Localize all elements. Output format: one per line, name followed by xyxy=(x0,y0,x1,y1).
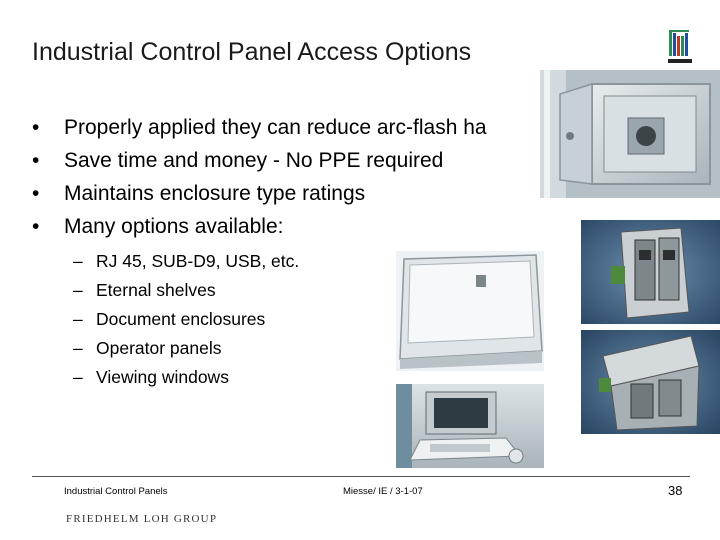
bullet-item xyxy=(32,210,487,243)
bullet-marker: • xyxy=(32,182,40,205)
sub-bullet-text: RJ 45, SUB-D9, USB, etc. xyxy=(96,251,300,271)
sub-bullet-item xyxy=(73,305,299,334)
connector-module-photo xyxy=(581,220,720,324)
bullet-marker: • xyxy=(32,116,40,139)
sub-bullet-text: Document enclosures xyxy=(96,309,266,329)
operator-panel-photo xyxy=(396,384,544,468)
bullet-marker: • xyxy=(32,215,40,238)
bullet-item xyxy=(32,177,487,210)
sub-bullet-text: Viewing windows xyxy=(96,367,229,387)
footer-divider xyxy=(32,476,690,477)
connector-module-angled-photo xyxy=(581,330,720,434)
sub-bullet-marker: – xyxy=(73,338,83,358)
page-number: 38 xyxy=(668,483,683,498)
sub-bullet-marker: – xyxy=(73,309,83,329)
sub-bullet-marker: – xyxy=(73,251,83,271)
sub-bullet-item xyxy=(73,276,299,305)
sub-bullet-text: Eternal shelves xyxy=(96,280,216,300)
bullet-text: Many options available: xyxy=(64,215,284,238)
slide-title: Industrial Control Panel Access Options xyxy=(32,38,472,66)
bullet-text: Maintains enclosure type ratings xyxy=(64,182,366,205)
bullet-marker: • xyxy=(32,149,40,172)
sub-bullet-marker: – xyxy=(73,280,83,300)
sub-bullet-text: Operator panels xyxy=(96,338,222,358)
enclosure-door-photo xyxy=(540,70,720,198)
bullet-item xyxy=(32,111,487,144)
document-enclosure-photo xyxy=(396,251,544,371)
sub-bullet-item xyxy=(73,363,299,392)
bullet-list xyxy=(32,111,487,243)
footer-center-text: Miesse/ IE / 3-1-07 xyxy=(343,486,423,497)
sub-bullet-list xyxy=(73,247,299,392)
company-logo-icon xyxy=(668,28,692,64)
company-name: FRIEDHELM LOH GROUP xyxy=(66,513,218,525)
bullet-text: Save time and money - No PPE required xyxy=(64,149,444,172)
bullet-text: Properly applied they can reduce arc-flash ha xyxy=(64,116,487,139)
sub-bullet-marker: – xyxy=(73,367,83,387)
footer-left-text: Industrial Control Panels xyxy=(64,486,168,497)
sub-bullet-item xyxy=(73,247,299,276)
bullet-item xyxy=(32,144,487,177)
sub-bullet-item xyxy=(73,334,299,363)
